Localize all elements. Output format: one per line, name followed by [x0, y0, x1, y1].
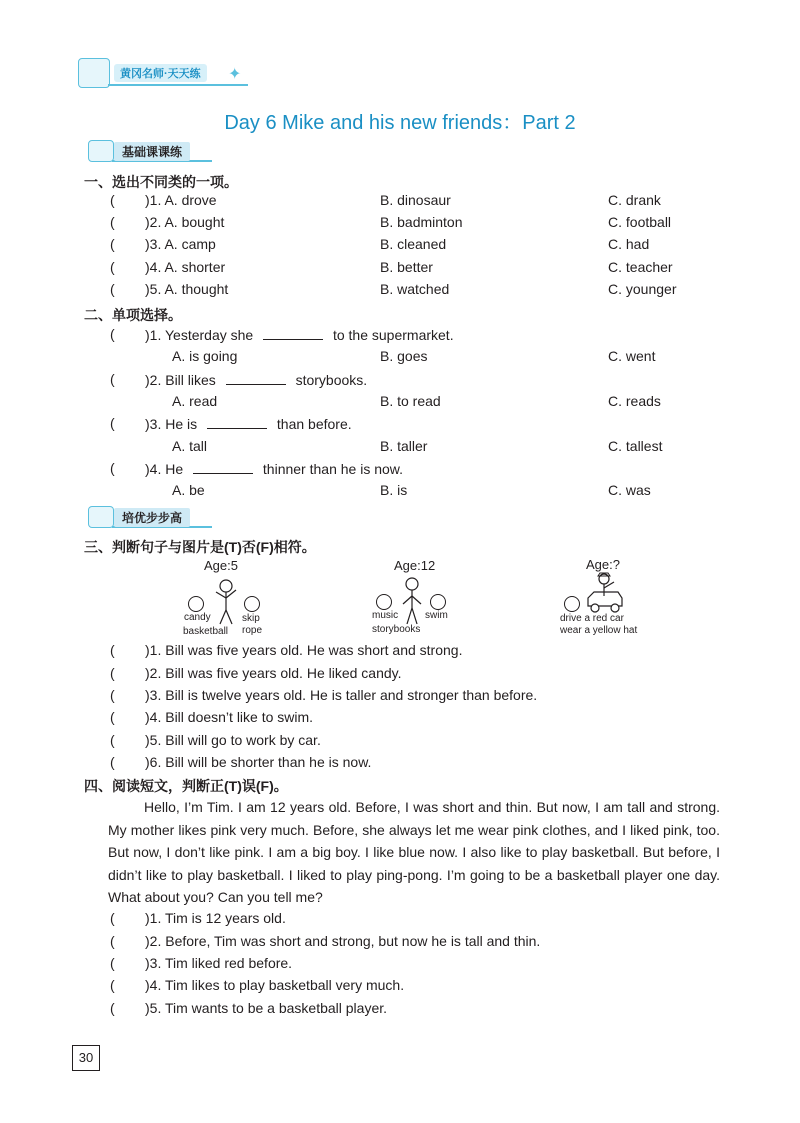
paren: (: [110, 955, 115, 971]
option-a: A. tall: [172, 438, 208, 454]
option-c: C. football: [608, 214, 672, 230]
paren: (: [110, 192, 115, 208]
statement: )2. Before, Tim was short and strong, but now he is tall and thin.: [145, 933, 541, 949]
skip-label: skip: [242, 613, 260, 624]
statement: )6. Bill will be shorter than he is now.: [145, 754, 372, 770]
option-b: B. goes: [380, 348, 428, 364]
section1-heading: 一、选出不同类的一项。: [84, 174, 238, 190]
option-c: C. had: [608, 236, 650, 252]
question-pre: )3. He is: [145, 416, 198, 432]
badge-label: 基础课课练: [114, 142, 190, 161]
option-a: )5. A. thought: [145, 281, 229, 297]
statement: )4. Bill doesn’t like to swim.: [145, 709, 314, 725]
question-post: storybooks.: [295, 372, 368, 388]
option-c: C. went: [608, 348, 656, 364]
brand-header: [78, 58, 268, 90]
option-a: )3. A. camp: [145, 236, 216, 252]
question-post: than before.: [276, 416, 352, 432]
hat-label: wear a yellow hat: [560, 625, 638, 636]
page-number: 30: [72, 1045, 100, 1071]
question-pre: )4. He: [145, 461, 184, 477]
paren: (: [110, 977, 115, 993]
rope-label: rope: [242, 625, 263, 636]
star-icon: ✦: [228, 66, 242, 83]
question-post: to the supermarket.: [332, 327, 454, 343]
paren: (: [110, 642, 115, 658]
paren: (: [110, 259, 115, 275]
option-a: )2. A. bought: [145, 214, 225, 230]
option-c: C. reads: [608, 393, 661, 409]
option-c: C. tallest: [608, 438, 663, 454]
bear-logo-icon: [78, 58, 110, 88]
statement: )4. Tim likes to play basketball very much.: [145, 977, 405, 993]
paren: (: [110, 415, 115, 431]
happy-face-icon: [564, 596, 580, 612]
paren: (: [110, 460, 115, 476]
option-b: B. badminton: [380, 214, 463, 230]
statement: )1. Tim is 12 years old.: [145, 910, 286, 926]
sad-face-icon: [430, 594, 446, 610]
paren: (: [110, 687, 115, 703]
child-figure-icon: [398, 576, 428, 626]
age-label: Age:12: [394, 558, 436, 573]
paren: (: [110, 665, 115, 681]
paren: (: [110, 732, 115, 748]
storybooks-label: storybooks: [372, 624, 421, 635]
happy-face-icon: [188, 596, 204, 612]
option-b: B. is: [380, 482, 408, 498]
answer-blank: [207, 414, 267, 429]
section2-heading: 二、单项选择。: [84, 307, 182, 323]
bear-icon: [88, 140, 114, 162]
happy-face-icon: [376, 594, 392, 610]
option-b: B. watched: [380, 281, 450, 297]
option-b: B. taller: [380, 438, 428, 454]
paren: (: [110, 281, 115, 297]
question-stem: [145, 325, 454, 344]
statement: )5. Tim wants to be a basketball player.: [145, 1000, 388, 1016]
paren: (: [110, 709, 115, 725]
answer-blank: [193, 459, 253, 474]
option-a: A. is going: [172, 348, 238, 364]
option-b: B. cleaned: [380, 236, 447, 252]
statement: )2. Bill was five years old. He liked candy.: [145, 665, 402, 681]
brand-text: 黄冈名师·天天练: [114, 64, 207, 82]
section4-heading: 四、阅读短文，判断正(T)误(F)。: [84, 778, 288, 794]
question-stem: [145, 414, 352, 433]
page-title: Day 6 Mike and his new friends：Part 2: [224, 112, 576, 134]
man-in-car-icon: [584, 572, 626, 614]
paren: (: [110, 910, 115, 926]
answer-blank: [263, 325, 323, 340]
paren: (: [110, 236, 115, 252]
section3-heading: 三、判断句子与图片是(T)否(F)相符。: [84, 539, 316, 555]
paren: (: [110, 933, 115, 949]
statement: )1. Bill was five years old. He was short and strong.: [145, 642, 463, 658]
bear-icon: [88, 506, 114, 528]
reading-passage: Hello, I’m Tim. I am 12 years old. Before, I was short and thin. But now, I am tall and strong. My mother likes pink very much. Before, she always let me wear pink clothes, and I liked pink, too. But now, I don’t like pink. I am a big boy. I like blue now. I also like to play basketball. But before, I didn’t like to play basketball. I liked to play ping-pong. I’m going to be a basketball player one day. What about you? Can you tell me?: [108, 799, 720, 905]
option-a: )4. A. shorter: [145, 259, 226, 275]
paren: (: [110, 754, 115, 770]
age-label: Age:?: [586, 557, 620, 572]
option-b: B. to read: [380, 393, 441, 409]
statement: )5. Bill will go to work by car.: [145, 732, 321, 748]
paren: (: [110, 214, 115, 230]
option-c: C. teacher: [608, 259, 673, 275]
paren: (: [110, 326, 115, 342]
paren: (: [110, 371, 115, 387]
candy-label: candy: [184, 612, 211, 623]
sad-face-icon: [244, 596, 260, 612]
music-label: music: [372, 610, 399, 621]
swim-label: swim: [425, 610, 448, 621]
basketball-label: basketball: [183, 626, 229, 637]
option-c: C. drank: [608, 192, 661, 208]
option-b: B. dinosaur: [380, 192, 451, 208]
option-b: B. better: [380, 259, 433, 275]
child-figure-icon: [212, 578, 242, 626]
question-pre: )1. Yesterday she: [145, 327, 254, 343]
answer-blank: [226, 370, 286, 385]
divider: [108, 84, 248, 86]
option-c: C. was: [608, 482, 651, 498]
paren: (: [110, 1000, 115, 1016]
drive-label: drive a red car: [560, 613, 624, 624]
statement: )3. Tim liked red before.: [145, 955, 293, 971]
option-a: )1. A. drove: [145, 192, 217, 208]
statement: )3. Bill is twelve years old. He is taller and stronger than before.: [145, 687, 538, 703]
question-stem: [145, 370, 367, 389]
question-pre: )2. Bill likes: [145, 372, 216, 388]
option-a: A. be: [172, 482, 205, 498]
option-a: A. read: [172, 393, 218, 409]
question-stem: [145, 459, 403, 478]
option-c: C. younger: [608, 281, 677, 297]
question-post: thinner than he is now.: [262, 461, 404, 477]
badge-label: 培优步步高: [114, 508, 190, 527]
age-label: Age:5: [204, 558, 238, 573]
